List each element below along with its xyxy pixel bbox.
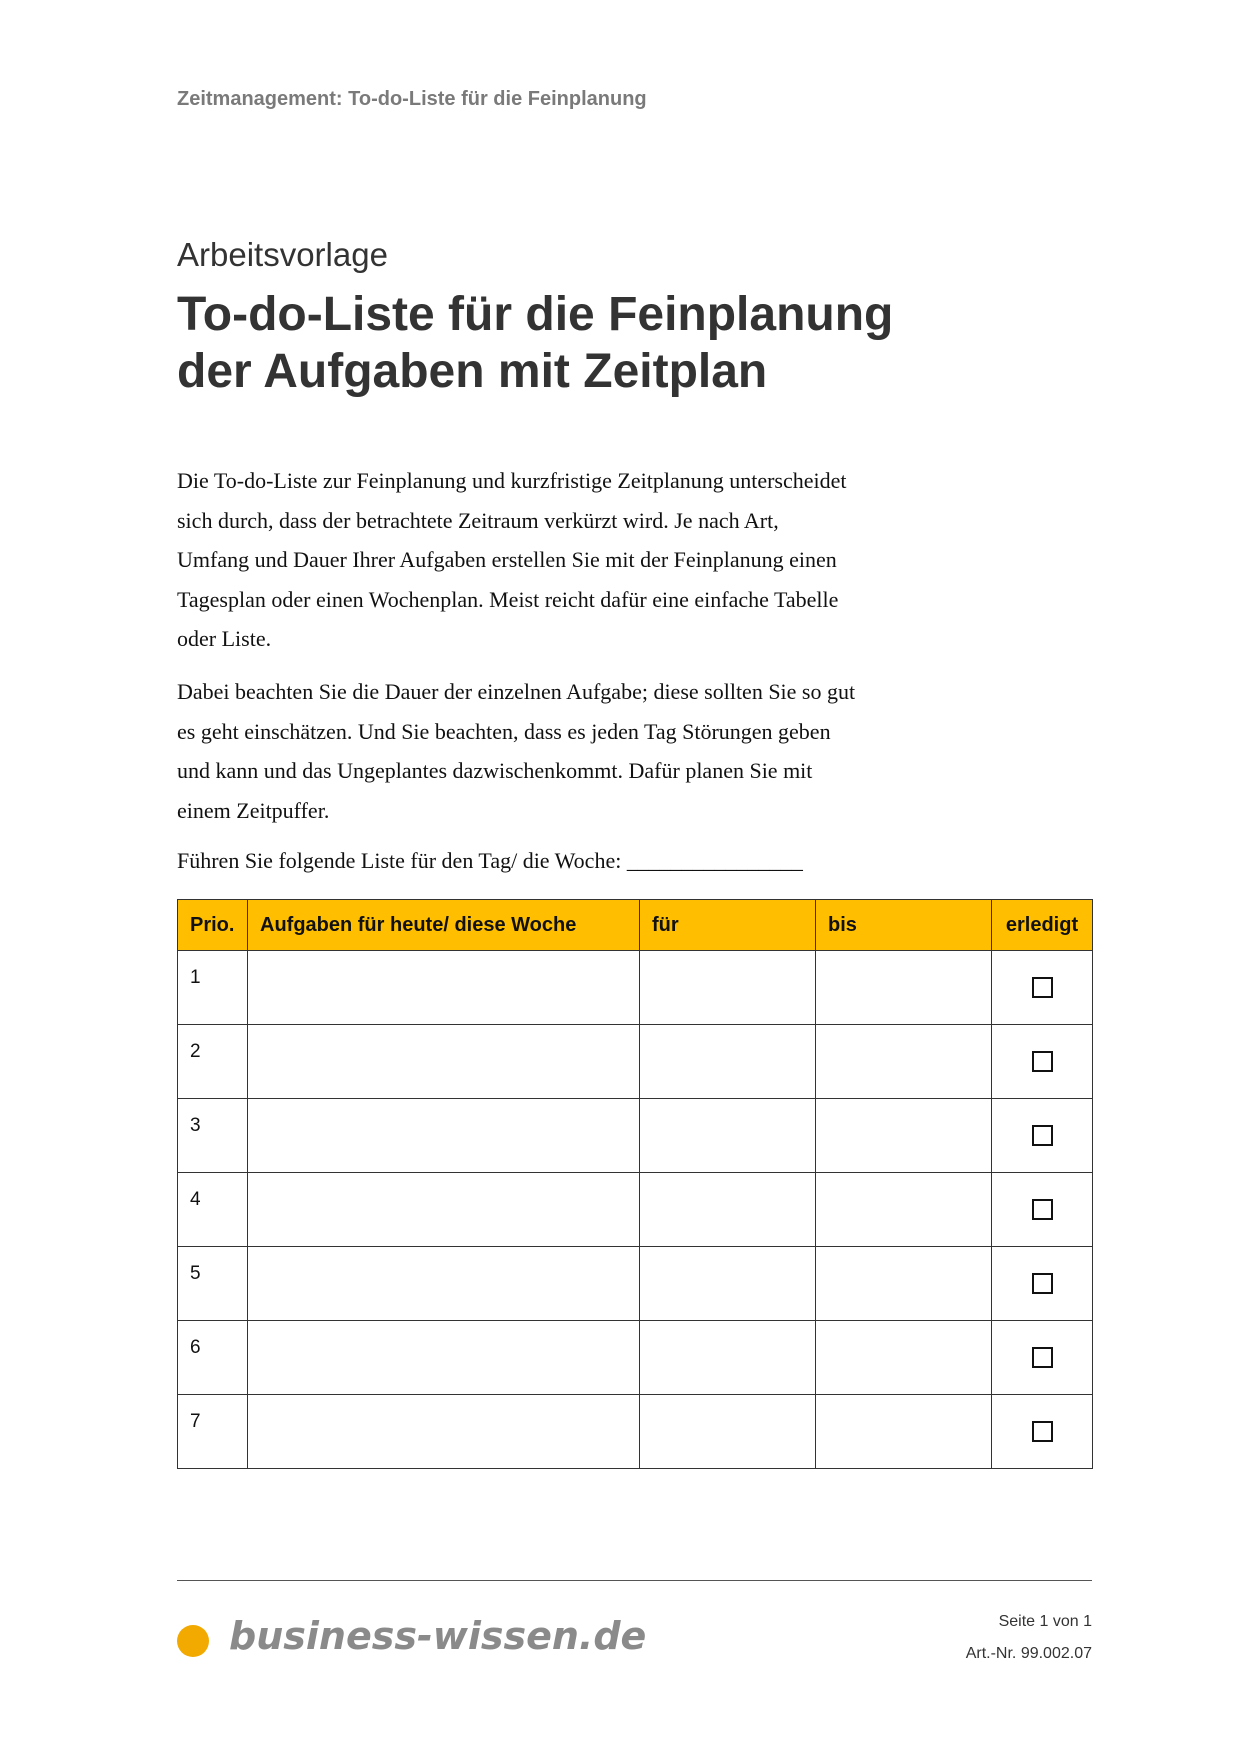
paragraph-line: Umfang und Dauer Ihrer Aufgaben erstellen Sie mit der Feinplanung einen (177, 547, 837, 572)
done-cell (992, 1099, 1093, 1173)
done-checkbox[interactable] (1032, 1421, 1053, 1442)
title-line: To-do-Liste für die Feinplanung (177, 288, 894, 341)
prio-cell: 1 (178, 951, 248, 1025)
task-cell[interactable] (248, 1321, 640, 1395)
prio-cell: 7 (178, 1395, 248, 1469)
done-cell (992, 1173, 1093, 1247)
done-cell (992, 1321, 1093, 1395)
duration-paragraph (177, 672, 917, 830)
done-cell (992, 1247, 1093, 1321)
header-until: bis (816, 900, 992, 951)
task-cell[interactable] (248, 1247, 640, 1321)
table-row (178, 1099, 1093, 1173)
for-cell[interactable] (640, 1247, 816, 1321)
document-subtitle: Arbeitsvorlage (177, 236, 388, 273)
logo-dot-icon (177, 1625, 209, 1657)
footer-meta (966, 1606, 1092, 1670)
until-cell[interactable] (816, 951, 992, 1025)
task-cell[interactable] (248, 1173, 640, 1247)
paragraph-line: Die To-do-Liste zur Feinplanung und kurzfristige Zeitplanung unterscheidet (177, 468, 847, 493)
done-cell (992, 951, 1093, 1025)
todo-table (177, 899, 1093, 1469)
prio-cell: 4 (178, 1173, 248, 1247)
table-header-row (178, 900, 1093, 951)
task-cell[interactable] (248, 951, 640, 1025)
until-cell[interactable] (816, 1247, 992, 1321)
document-title (177, 286, 893, 400)
done-checkbox[interactable] (1032, 1347, 1053, 1368)
for-cell[interactable] (640, 951, 816, 1025)
done-checkbox[interactable] (1032, 1125, 1053, 1146)
prio-cell: 3 (178, 1099, 248, 1173)
done-checkbox[interactable] (1032, 1199, 1053, 1220)
header-task: Aufgaben für heute/ diese Woche (248, 900, 640, 951)
intro-paragraph (177, 461, 917, 659)
instruction-paragraph (177, 841, 917, 881)
paragraph-line: einem Zeitpuffer. (177, 797, 330, 823)
until-cell[interactable] (816, 1099, 992, 1173)
task-cell[interactable] (248, 1395, 640, 1469)
header-for: für (640, 900, 816, 951)
done-checkbox[interactable] (1032, 977, 1053, 998)
paragraph-line: Tagesplan oder einen Wochenplan. Meist reicht dafür eine einfache Tabelle (177, 586, 839, 612)
running-header: Zeitmanagement: To-do-Liste für die Feinplanung (177, 88, 647, 110)
table-row (178, 1247, 1093, 1321)
for-cell[interactable] (640, 1321, 816, 1395)
title-line: der Aufgaben mit Zeitplan (177, 345, 768, 398)
prio-cell: 6 (178, 1321, 248, 1395)
prio-cell: 5 (178, 1247, 248, 1321)
paragraph-line: und kann und das Ungeplantes dazwischenkommt. Dafür planen Sie mit (177, 758, 813, 783)
footer-divider (177, 1580, 1092, 1581)
paragraph-line: es geht einschätzen. Und Sie beachten, dass es jeden Tag Störungen geben (177, 718, 831, 744)
table-row (178, 1321, 1093, 1395)
until-cell[interactable] (816, 1173, 992, 1247)
for-cell[interactable] (640, 1173, 816, 1247)
paragraph-line: oder Liste. (177, 626, 272, 651)
paragraph-line: sich durch, dass der betrachtete Zeitraum verkürzt wird. Je nach Art, (177, 507, 779, 533)
paragraph-line: Führen Sie folgende Liste für den Tag/ die Woche: ________________ (177, 848, 803, 873)
brand-logo: business-wissen.de (229, 1614, 647, 1658)
task-cell[interactable] (248, 1025, 640, 1099)
done-checkbox[interactable] (1032, 1051, 1053, 1072)
done-cell (992, 1395, 1093, 1469)
task-cell[interactable] (248, 1099, 640, 1173)
until-cell[interactable] (816, 1025, 992, 1099)
for-cell[interactable] (640, 1025, 816, 1099)
article-number: Art.-Nr. 99.002.07 (965, 1645, 1092, 1662)
paragraph-line: Dabei beachten Sie die Dauer der einzelnen Aufgabe; diese sollten Sie so gut (177, 679, 856, 704)
page-info: Seite 1 von 1 (998, 1613, 1092, 1630)
until-cell[interactable] (816, 1321, 992, 1395)
header-prio: Prio. (178, 900, 248, 951)
header-done: erledigt (992, 900, 1093, 951)
done-cell (992, 1025, 1093, 1099)
for-cell[interactable] (640, 1099, 816, 1173)
table-row (178, 1395, 1093, 1469)
done-checkbox[interactable] (1032, 1273, 1053, 1294)
until-cell[interactable] (816, 1395, 992, 1469)
table-row (178, 951, 1093, 1025)
table-row (178, 1173, 1093, 1247)
for-cell[interactable] (640, 1395, 816, 1469)
prio-cell: 2 (178, 1025, 248, 1099)
table-row (178, 1025, 1093, 1099)
